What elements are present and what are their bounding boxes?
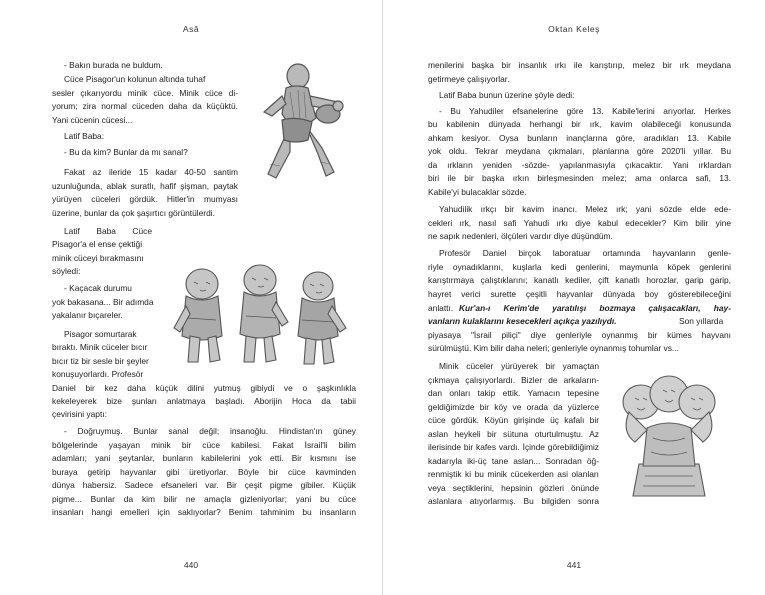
text-line: Pisagor'a el ense çektiği <box>52 239 143 249</box>
text-line: - Doğruymuş. Bunlar sanal değil; insanoğlu. Hindistan'ın güney <box>64 426 356 436</box>
text-line: getirmeye çalışıyorlar. <box>428 74 510 84</box>
text-line: üzerine, bunlar da çok şaşırtıcı görüntülerdi. <box>52 208 215 218</box>
text-line: aslanlara atıyorlarmış. Bu bilgiden sonra <box>428 496 599 506</box>
text-line: ne sapık nedenleri, ölçüleri vardır diye düşündüm. <box>428 231 613 241</box>
text-line: - Bakın burada ne buldum. <box>64 60 163 70</box>
text-line: yok bakasana... Bir adımda <box>52 297 154 307</box>
text-line: bu kabilenin dünyada herhangi bir ırk, kavim olabileceği konusunda <box>428 119 731 129</box>
text-line: - Bu da kim? Bunlar da mı sanal? <box>64 147 188 157</box>
quran-emphasis-line-2: vanların kulaklarını kesecekleri açıkça yazılıydı. <box>428 316 617 326</box>
quran-emphasis-line-1: Kur'an-ı Kerim'de yaratılışı bozmaya çalışacakları, hay- <box>459 303 731 313</box>
text-line: hayret verici surette çeşitli hayvanlar dünyada boy gösterebileceğini <box>428 289 731 299</box>
text-line: minik cüceyi bırakmasını <box>52 253 144 263</box>
text-line: renmiştik ki bu minik cücekerden asi olanları <box>428 469 599 479</box>
page-number-left: 440 <box>183 560 199 570</box>
text-line: karıştırmaya çalıştıklarını; kanatlı kediler, çift kanatlı horozlar, garip garip, <box>428 275 731 285</box>
text-line: çıkmaya çalışıyorlardı. Bizler de arkaların- <box>428 375 599 385</box>
text-line: sürülmüştü. Kim bilir daha neleri; genleriyle oynanmış tohumlar vs... <box>428 343 679 353</box>
text-line: anlattı. <box>428 303 454 313</box>
text-line: - Bu Yahudiler efsanelerine göre 13. Kabile'lerini arıyorlar. Herkes <box>439 106 731 116</box>
text-line: - Kaçacak durumu <box>64 283 132 293</box>
text-line: geldiğimizde bir köy ve orada da yüzlerce <box>428 402 599 412</box>
text-line: Daniel bir kez daha küçük dilini yutmuş gibiydi ve o şaşkınlıkla <box>52 383 356 393</box>
page-number-right: 441 <box>566 560 582 570</box>
text-line: bölgelerinde yaşayan minik bir cüce kabilesi. Fakat İsrail'li bilim <box>52 440 356 450</box>
text-line: bıraktı. Minik cüceler bıcır <box>52 342 148 352</box>
text-line: cüce gördük. Köyün girişinde üç kafalı bir <box>428 415 599 425</box>
text-line: kadarıyla iki-üç tane aslan... Sonradan öğ- <box>428 456 599 466</box>
text-line: Cüce Pisagor'un kolunun altında tuhaf <box>64 74 206 84</box>
text-line: Profesör Daniel birçok laboratuar ortamında hayvanların genle- <box>439 248 731 258</box>
text-line: da ırkların yeniden -sözde- yapılanmasıyla çıkacaktır. Yani ırklardan <box>428 160 731 170</box>
text-line: aslan heykeli bir sütuna oturtulmuştu. Az <box>428 429 599 439</box>
dwarf-carrying-illustration <box>246 56 356 194</box>
text-line: bıcır tiz bir sesle bir şeyler <box>52 356 149 366</box>
text-line: veya seçtiklerini, hepsinin gözleri önünde <box>428 483 599 493</box>
text-line: dünya habersiz. Sadece efsaneleri var. Bir çeşit pigme gibiler. Küçük <box>52 480 356 490</box>
text-line: ahkam kesiyor. Oysa bunların inançlarına göre, aradıkları 13. Kabile <box>428 133 731 143</box>
text-line: yürüyen cüceleri gördük. Hitler'in mumyası <box>52 194 238 204</box>
text-line: söyledi: <box>52 266 81 276</box>
text-line: dan onları takip ettik. Yamacın tepesine <box>428 388 599 398</box>
text-line: sesler çıkarıyordu minik cüce. Minik cüce di- <box>52 88 238 98</box>
text-line: konuşuyorlardı. Profesör <box>52 369 144 379</box>
text-line: Fakat az ileride 15 kadar 40-50 santim <box>64 167 238 177</box>
running-head-left: Asâ <box>182 24 200 34</box>
text-line: ilerisinde bir kafes vardı. İçinde görebildiğimiz <box>428 442 599 452</box>
text-line: piyasaya "İsrail piliçi" diye genleriyle oynanmış bir kümes hayvanı <box>428 330 731 340</box>
three-headed-lion-statue-illustration <box>609 368 729 500</box>
running-head-right: Oktan Keleş <box>548 24 600 34</box>
text-line: biri ile bir başka ırkın birleşmesinden melez; ama onlarca safi, 13. <box>428 173 731 183</box>
text-line: yakalanır bıçareler. <box>52 310 123 320</box>
text-line: Yahudilik ırkçı bir kavim inancı. Melez ırk; yani sözde elde ede- <box>439 204 731 214</box>
text-line: adamları; yani şeytanlar, bunların kabilelerini yok etti. Bir kısmını ise <box>52 453 356 463</box>
text-line: Pisagor somurtarak <box>64 329 137 339</box>
text-line: Minik cüceler yürüyerek bir yamaçtan <box>439 361 599 371</box>
text-line: Yani cücenin cücesi... <box>52 115 133 125</box>
text-line: riyle oynadıklarını, kuşlarla kedi genlerini, maymunla köpek genlerini <box>428 262 731 272</box>
text-line: pigme... Bunlar da kim bilir ne amaçla gizleniyorlar; yani bu cüce <box>52 494 356 504</box>
text-line: insanları hangi emelleri için saklıyorlar? Benim tahminim bu insanların <box>52 507 356 517</box>
right-page <box>383 0 765 595</box>
text-line: Latif Baba Cüce <box>64 226 152 236</box>
text-line: yok oldu. Tekrar meydana çıkmaları, planlarına göre 2020'li yıllar. Bu <box>428 146 731 156</box>
text-line: Kabile'yi bulacaklar sözde. <box>428 187 527 197</box>
text-line: kekeleyerek bize şunları anlatmaya başladı. Aborijin Hoca da tabii <box>52 396 356 406</box>
text-line: buraya getirip hayvanlar gibi üretiyorlar. Böyle bir cüce kavminden <box>52 467 356 477</box>
text-line: çevirisini yaptı: <box>52 409 107 419</box>
text-line: Latif Baba: <box>64 131 105 141</box>
text-line: Latif Baba bunun üzerine şöyle dedi: <box>439 90 575 100</box>
three-dwarfs-illustration <box>160 258 360 376</box>
text-line: menilerini başka bir insanlık ırkı ile karıştırıp, melez bir ırk meydana <box>428 60 731 70</box>
text-line: Son yıllarda <box>679 316 724 326</box>
text-line: yorum; zira normal cüceden daha da küçüktü. <box>52 101 238 111</box>
left-page <box>0 0 382 595</box>
text-line: cekleri ırk, nasıl safi Yahudi ırkı diye kabul edecekler? Kim bilir yine <box>428 218 731 228</box>
text-line: uzunluğunda, ablak suratlı, hafif şişman, paytak <box>52 181 238 191</box>
